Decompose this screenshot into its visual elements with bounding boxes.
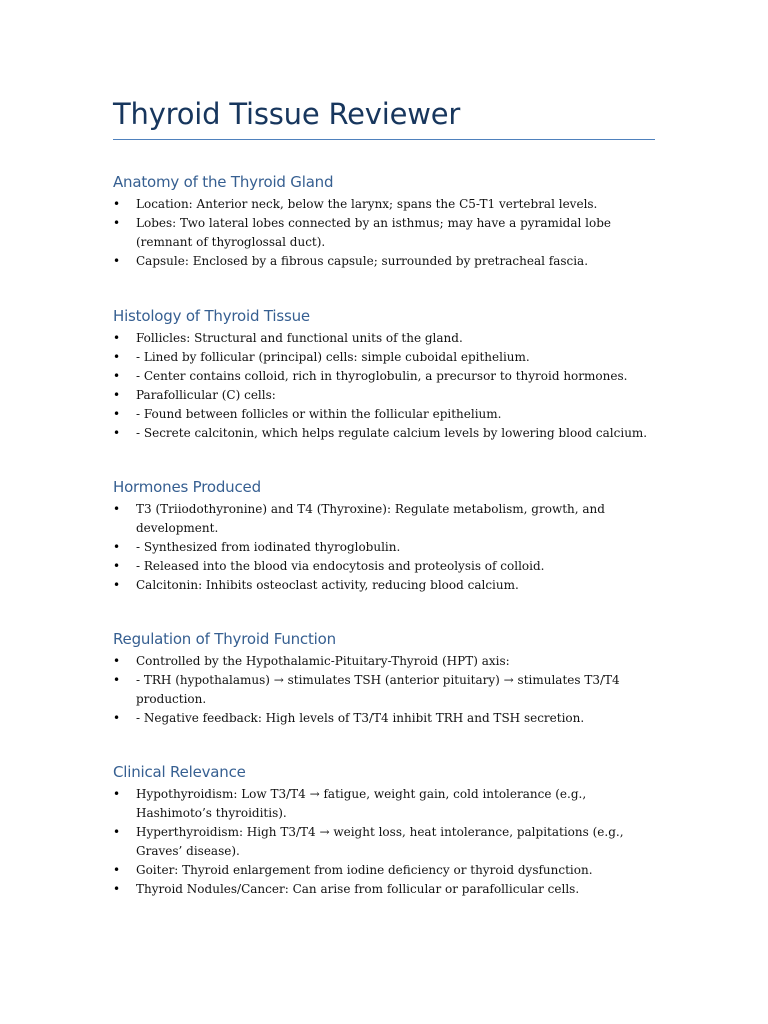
list-item-text: - Found between follicles or within the follicular epithelium. [136, 407, 502, 421]
list-item-text: Lobes: Two lateral lobes connected by an isthmus; may have a pyramidal lobe (remnant of thyroglossal duct). [136, 216, 612, 249]
list-item-text: Controlled by the Hypothalamic-Pituitary-Thyroid (HPT) axis: [136, 654, 510, 668]
bullet-list [113, 500, 655, 595]
list-item-text: T3 (Triiodothyronine) and T4 (Thyroxine): Regulate metabolism, growth, and development. [136, 502, 605, 535]
bullet-list [113, 329, 655, 443]
list-item [113, 785, 655, 823]
section-heading: Anatomy of the Thyroid Gland [113, 173, 334, 191]
list-item-text: - Lined by follicular (principal) cells: simple cuboidal epithelium. [136, 350, 530, 364]
document-title: Thyroid Tissue Reviewer [113, 97, 461, 131]
list-item [113, 557, 655, 576]
section-heading: Histology of Thyroid Tissue [113, 307, 310, 325]
list-item [113, 348, 655, 367]
bullet-icon: • [113, 197, 121, 211]
bullet-icon: • [113, 350, 121, 364]
bullet-icon: • [113, 559, 121, 573]
section-anatomy [113, 172, 655, 271]
list-item-text: - TRH (hypothalamus) → stimulates TSH (anterior pituitary) → stimulates T3/T4 production. [136, 673, 620, 706]
section-hormones [113, 477, 655, 595]
list-item-text: Hypothyroidism: Low T3/T4 → fatigue, weight gain, cold intolerance (e.g., Hashimoto’s thyroiditis). [136, 787, 587, 820]
list-item [113, 823, 655, 861]
list-item-text: - Secrete calcitonin, which helps regulate calcium levels by lowering blood calcium. [136, 426, 648, 440]
list-item-text: - Negative feedback: High levels of T3/T4 inhibit TRH and TSH secretion. [136, 711, 585, 725]
bullet-icon: • [113, 502, 121, 516]
section-heading: Regulation of Thyroid Function [113, 630, 336, 648]
list-item-text: - Released into the blood via endocytosis and proteolysis of colloid. [136, 559, 545, 573]
list-item-text: Calcitonin: Inhibits osteoclast activity, reducing blood calcium. [136, 578, 519, 592]
section-regulation [113, 629, 655, 728]
list-item [113, 576, 655, 595]
list-item [113, 214, 655, 252]
list-item [113, 424, 655, 443]
list-item [113, 500, 655, 538]
list-item-text: Follicles: Structural and functional units of the gland. [136, 331, 463, 345]
list-item [113, 329, 655, 348]
title-underline [113, 139, 655, 140]
bullet-icon: • [113, 540, 121, 554]
bullet-icon: • [113, 254, 121, 268]
list-item [113, 861, 655, 880]
section-heading: Clinical Relevance [113, 763, 246, 781]
list-item [113, 709, 655, 728]
bullet-icon: • [113, 578, 121, 592]
bullet-icon: • [113, 388, 121, 402]
bullet-list [113, 785, 655, 899]
list-item [113, 538, 655, 557]
list-item [113, 367, 655, 386]
bullet-list [113, 652, 655, 728]
bullet-list [113, 195, 655, 271]
bullet-icon: • [113, 369, 121, 383]
list-item [113, 195, 655, 214]
list-item-text: Goiter: Thyroid enlargement from iodine deficiency or thyroid dysfunction. [136, 863, 593, 877]
section-histology [113, 306, 655, 443]
bullet-icon: • [113, 882, 121, 896]
bullet-icon: • [113, 863, 121, 877]
list-item-text: Location: Anterior neck, below the larynx; spans the C5-T1 vertebral levels. [136, 197, 598, 211]
list-item [113, 652, 655, 671]
section-heading: Hormones Produced [113, 478, 261, 496]
bullet-icon: • [113, 787, 121, 801]
list-item [113, 405, 655, 424]
list-item [113, 252, 655, 271]
list-item-text: Parafollicular (C) cells: [136, 388, 276, 402]
bullet-icon: • [113, 331, 121, 345]
bullet-icon: • [113, 673, 121, 687]
list-item [113, 386, 655, 405]
bullet-icon: • [113, 216, 121, 230]
bullet-icon: • [113, 711, 121, 725]
bullet-icon: • [113, 407, 121, 421]
list-item-text: Hyperthyroidism: High T3/T4 → weight loss, heat intolerance, palpitations (e.g., Graves’ disease). [136, 825, 624, 858]
list-item-text: - Center contains colloid, rich in thyroglobulin, a precursor to thyroid hormones. [136, 369, 628, 383]
list-item-text: Capsule: Enclosed by a fibrous capsule; surrounded by pretracheal fascia. [136, 254, 589, 268]
list-item-text: - Synthesized from iodinated thyroglobulin. [136, 540, 401, 554]
section-clinical [113, 762, 655, 899]
bullet-icon: • [113, 654, 121, 668]
bullet-icon: • [113, 825, 121, 839]
list-item [113, 671, 655, 709]
list-item [113, 880, 655, 899]
list-item-text: Thyroid Nodules/Cancer: Can arise from follicular or parafollicular cells. [136, 882, 580, 896]
bullet-icon: • [113, 426, 121, 440]
